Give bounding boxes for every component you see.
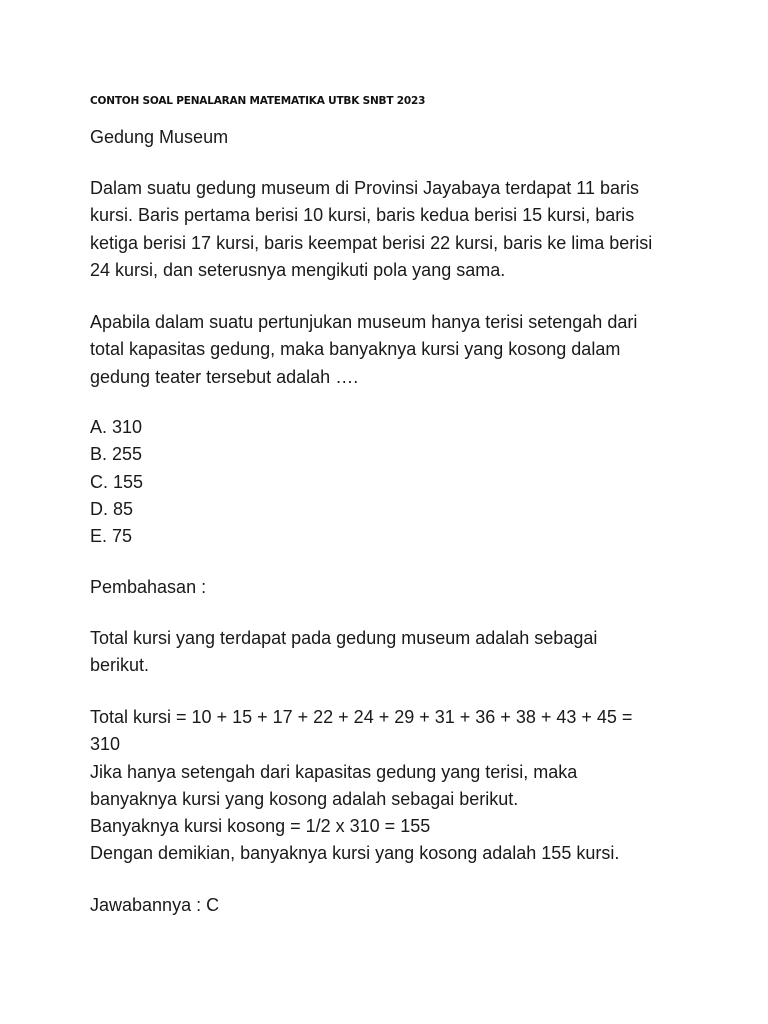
answer-options xyxy=(90,414,143,550)
text-line: ketiga berisi 17 kursi, baris keempat berisi 22 kursi, baris ke lima berisi xyxy=(90,232,653,253)
problem-paragraph-1 xyxy=(90,175,652,284)
discussion-intro xyxy=(90,625,597,680)
text-line: Banyaknya kursi kosong = 1/2 x 310 = 155 xyxy=(90,816,431,837)
discussion-heading: Pembahasan : xyxy=(90,577,207,597)
option-c: C. 155 xyxy=(90,471,144,492)
discussion-steps xyxy=(90,704,632,868)
text-line: Jika hanya setengah dari kapasitas gedung yang terisi, maka xyxy=(90,761,578,782)
problem-paragraph-2 xyxy=(90,309,637,391)
option-e: E. 75 xyxy=(90,526,133,547)
section-title: Gedung Museum xyxy=(90,127,229,147)
text-line: berikut. xyxy=(90,655,150,676)
text-line: kursi. Baris pertama berisi 10 kursi, baris kedua berisi 15 kursi, baris xyxy=(90,205,635,226)
text-line: gedung teater tersebut adalah …. xyxy=(90,366,359,387)
text-line: 24 kursi, dan seterusnya mengikuti pola yang sama. xyxy=(90,259,506,280)
text-line: Apabila dalam suatu pertunjukan museum hanya terisi setengah dari xyxy=(90,312,638,332)
text-line: total kapasitas gedung, maka banyaknya kursi yang kosong dalam xyxy=(90,339,621,360)
option-d: D. 85 xyxy=(90,498,134,519)
document-header-title: CONTOH SOAL PENALARAN MATEMATIKA UTBK SNBT 2023 xyxy=(90,95,426,107)
text-line: Dalam suatu gedung museum di Provinsi Jayabaya terdapat 11 baris xyxy=(90,178,639,198)
text-line: Total kursi yang terdapat pada gedung museum adalah sebagai xyxy=(90,628,598,648)
text-line: 310 xyxy=(90,734,121,755)
option-b: B. 255 xyxy=(90,444,143,465)
text-line: Dengan demikian, banyaknya kursi yang kosong adalah 155 kursi. xyxy=(90,843,620,864)
answer-key: Jawabannya : C xyxy=(90,895,220,915)
option-a: A. 310 xyxy=(90,417,143,437)
text-line: Total kursi = 10 + 15 + 17 + 22 + 24 + 29 + 31 + 36 + 38 + 43 + 45 = xyxy=(90,707,633,727)
text-line: banyaknya kursi yang kosong adalah sebagai berikut. xyxy=(90,788,519,809)
